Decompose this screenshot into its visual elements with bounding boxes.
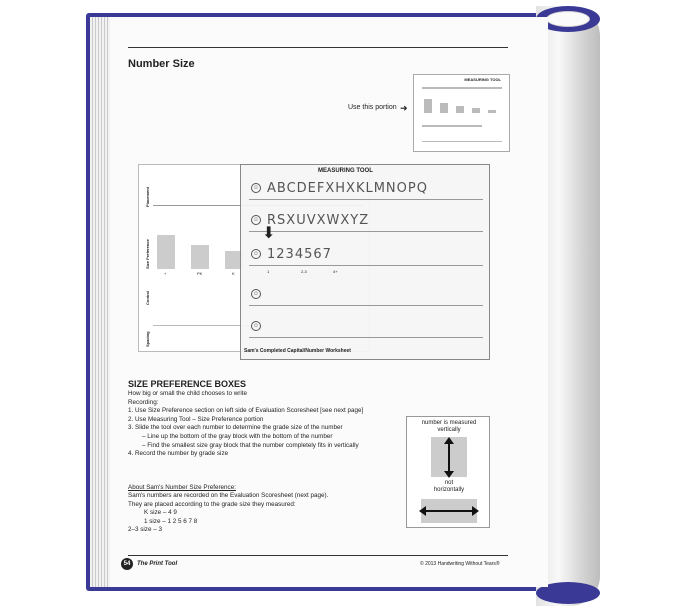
use-portion-label: Use this portion [348, 104, 397, 111]
top-rule [128, 47, 508, 48]
thumb-bar [422, 125, 482, 127]
measuring-tool-overlay [240, 164, 490, 360]
size-block [157, 235, 175, 269]
grade-label: K [232, 271, 235, 276]
about-title: About Sam's Number Size Preference: [128, 484, 236, 491]
diagram-label-horizontal: not horizontally [433, 480, 465, 493]
grade-label: 4+ [333, 269, 338, 274]
thumb-block [472, 108, 480, 113]
about-body [128, 492, 388, 535]
section-line: 1. Use Size Preference section on left side of Evaluation Scoresheet [see next page] [128, 407, 364, 415]
size-block [191, 245, 209, 269]
thumb-bar [422, 87, 502, 89]
grade-label: 2-3 [301, 269, 307, 274]
arrow-left-icon [419, 506, 426, 516]
writing-line [249, 231, 483, 232]
grade-label: PK [197, 271, 203, 276]
side-label: Placement [145, 186, 150, 207]
thumb-block [488, 110, 496, 113]
smiley-face-icon: ☺ [252, 251, 260, 257]
arrow-right-icon: ➜ [400, 103, 408, 113]
measurement-diagram [406, 416, 490, 528]
diagram-label-vertical: number is measured vertically [421, 420, 477, 433]
vertical-arrow-shaft [448, 441, 450, 473]
writing-line [249, 337, 483, 338]
thumb-bar [422, 141, 502, 142]
handwriting-row: ABCDEFXHXKLMNOPQ [267, 181, 428, 196]
about-line: 2–3 size – 3 [128, 526, 162, 534]
bottom-rule [128, 555, 508, 556]
side-label: Size Preference [145, 239, 150, 269]
section-line: How big or small the child chooses to write [128, 390, 247, 397]
writing-line [249, 305, 483, 306]
section-body [128, 390, 418, 459]
section-line: 2. Use Measuring Tool – Size Preference portion [128, 415, 264, 423]
grade-label: 1 [267, 269, 270, 274]
writing-line [249, 199, 483, 200]
arrow-down-icon: ⬇ [262, 225, 276, 242]
worksheet-title: MEASURING TOOL [318, 168, 373, 174]
side-label: Spacing [145, 331, 150, 347]
side-label: Control [145, 290, 150, 305]
footer-copyright: © 2013 Handwriting Without Tears® [420, 561, 500, 567]
horizontal-arrow-shaft [425, 510, 473, 512]
worksheet-caption: Sam's Completed Capital/Number Worksheet [244, 348, 351, 354]
grade-label: + [164, 271, 167, 276]
writing-line [249, 265, 483, 266]
handwriting-row: 1234567 [267, 247, 332, 262]
arrow-down-icon [444, 471, 454, 478]
section-title: SIZE PREFERENCE BOXES [128, 379, 247, 389]
section-line: 3. Slide the tool over each number to determine the grade size of the number [128, 424, 343, 432]
page-title: Number Size [128, 58, 195, 70]
about-line: Sam's numbers are recorded on the Evaluation Scoresheet (next page). [128, 492, 329, 499]
section-line: Recording: [128, 398, 159, 406]
page-stack [90, 17, 110, 587]
handwriting-row: RSXUVXWXYZ [267, 213, 370, 228]
section-line: – Find the smallest size gray block that the number completely fits in vertically [142, 441, 359, 449]
thumbnail-title: MEASURING TOOL [464, 77, 501, 82]
arrow-right-icon [472, 506, 479, 516]
arrow-up-icon [444, 437, 454, 444]
guide-line [153, 325, 253, 326]
about-line: They are placed according to the grade size they measured: [128, 500, 296, 508]
thumb-block [424, 99, 432, 113]
smiley-face-icon: ☺ [252, 185, 260, 191]
page-curl-top-inner [546, 11, 590, 27]
smiley-face-icon: ☺ [252, 217, 260, 223]
footer-book-title: The Print Tool [137, 561, 178, 567]
section-line: – Line up the bottom of the gray block with the bottom of the number [142, 432, 333, 440]
thumb-block [440, 103, 448, 113]
page-number: 54 [121, 558, 133, 570]
smiley-face-icon: ☺ [252, 291, 260, 297]
smiley-face-icon: ☺ [252, 323, 260, 329]
measuring-tool-thumbnail [413, 74, 510, 152]
about-line: 1 size – 1 2 5 6 7 8 [144, 517, 198, 525]
about-line: K size – 4 9 [144, 509, 177, 517]
section-line: 4. Record the number by grade size [128, 450, 229, 458]
thumb-block [456, 106, 464, 113]
